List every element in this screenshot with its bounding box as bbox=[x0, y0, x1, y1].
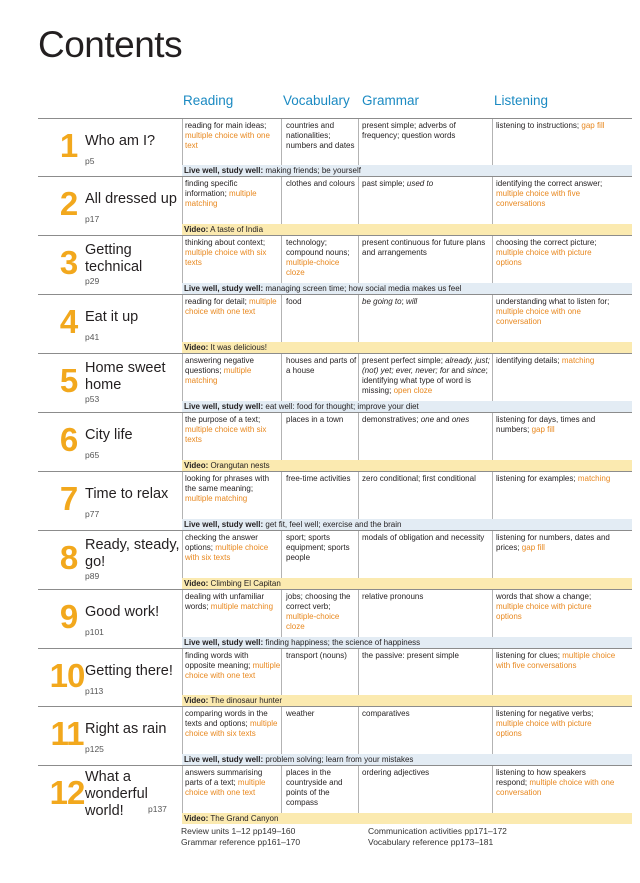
reading-text: multiple choice with six texts bbox=[185, 543, 269, 562]
video-band bbox=[182, 342, 632, 353]
reading-text: multiple matching bbox=[185, 189, 257, 208]
vocabulary-cell bbox=[286, 356, 358, 376]
footer-left bbox=[181, 826, 300, 848]
listening-cell bbox=[496, 121, 616, 131]
unit-title: What a wonderful world! bbox=[85, 769, 148, 819]
listening-text: gap fill bbox=[531, 425, 555, 434]
band-text: making friends; be yourself bbox=[263, 166, 361, 175]
grammar-cell bbox=[362, 238, 490, 258]
vocabulary-cell bbox=[286, 768, 358, 808]
live-well-band bbox=[182, 165, 632, 176]
grammar-text: present simple; adverbs of frequency; question words bbox=[362, 121, 456, 140]
unit-title: Home sweet home bbox=[85, 360, 166, 393]
grammar-text: past simple; bbox=[362, 179, 407, 188]
column-heading-vocabulary: Vocabulary bbox=[283, 93, 350, 108]
unit-title: Getting technical bbox=[85, 242, 143, 275]
grammar-cell bbox=[362, 651, 490, 661]
reading-cell bbox=[185, 592, 281, 612]
reading-cell bbox=[185, 768, 281, 798]
reading-cell bbox=[185, 415, 281, 445]
unit-page: p5 bbox=[85, 156, 95, 166]
column-divider bbox=[358, 177, 359, 224]
band-text: finding happiness; the science of happiness bbox=[263, 638, 421, 647]
reading-cell bbox=[185, 179, 281, 209]
column-divider bbox=[492, 707, 493, 754]
vocabulary-text: food bbox=[286, 297, 302, 306]
column-divider bbox=[492, 649, 493, 695]
unit-title: Who am I? bbox=[85, 133, 156, 149]
vocabulary-text: jobs; choosing the correct verb; bbox=[286, 592, 351, 611]
live-well-band bbox=[182, 283, 632, 294]
reading-text: reading for detail; bbox=[185, 297, 250, 306]
column-divider bbox=[281, 590, 282, 637]
grammar-text: be going to bbox=[362, 297, 402, 306]
vocabulary-text: free-time activities bbox=[286, 474, 351, 483]
unit-row-6 bbox=[38, 412, 632, 471]
band-text: Climbing El Capitan bbox=[208, 579, 281, 588]
page-title: Contents bbox=[38, 24, 183, 65]
column-divider bbox=[281, 766, 282, 813]
band-text: problem solving; learn from your mistakes bbox=[263, 755, 414, 764]
grammar-text: ones bbox=[451, 415, 470, 424]
live-well-band bbox=[182, 754, 632, 765]
vocabulary-text: places in a town bbox=[286, 415, 344, 424]
column-divider bbox=[358, 119, 359, 165]
vocabulary-text: multiple-choice cloze bbox=[286, 612, 340, 631]
unit-title: Ready, steady, go! bbox=[85, 537, 180, 570]
reading-text: multiple choice with one text bbox=[185, 131, 270, 150]
vocabulary-text: multiple-choice cloze bbox=[286, 258, 340, 277]
column-divider bbox=[492, 590, 493, 637]
video-band bbox=[182, 695, 632, 706]
band-text: get fit, feel well; exercise and the brain bbox=[263, 520, 402, 529]
unit-row-12 bbox=[38, 765, 632, 824]
unit-page: p101 bbox=[85, 627, 104, 637]
listening-text: matching bbox=[577, 474, 611, 483]
unit-page: p29 bbox=[85, 276, 100, 286]
reading-cell bbox=[185, 121, 281, 151]
unit-page: p65 bbox=[85, 450, 100, 460]
reading-text: thinking about context; bbox=[185, 238, 266, 247]
unit-number: 1 bbox=[59, 127, 79, 164]
listening-text: words that show a change; bbox=[496, 592, 592, 601]
column-heading-reading: Reading bbox=[183, 93, 234, 108]
column-divider bbox=[492, 295, 493, 342]
reading-cell bbox=[185, 533, 281, 563]
grammar-cell bbox=[362, 592, 490, 602]
grammar-text: and bbox=[449, 366, 467, 375]
listening-text: matching bbox=[561, 356, 595, 365]
vocabulary-text: houses and parts of a house bbox=[286, 356, 357, 375]
grammar-text: relative pronouns bbox=[362, 592, 424, 601]
unit-row-4 bbox=[38, 294, 632, 353]
unit-row-10 bbox=[38, 648, 632, 706]
live-well-band bbox=[182, 637, 632, 648]
column-divider bbox=[182, 177, 183, 224]
column-divider bbox=[358, 413, 359, 460]
column-divider bbox=[281, 119, 282, 165]
grammar-text: already, just; (not) yet; ever, never; for bbox=[362, 356, 490, 375]
listening-text: multiple choice with one conversation bbox=[496, 307, 581, 326]
listening-cell bbox=[496, 179, 616, 209]
reading-text: looking for phrases with the same meaning; bbox=[185, 474, 270, 493]
reading-text: multiple choice with six texts bbox=[185, 719, 278, 738]
grammar-text: used to bbox=[406, 179, 434, 188]
column-divider bbox=[182, 236, 183, 283]
listening-text: understanding what to listen for; bbox=[496, 297, 610, 306]
vocabulary-text: clothes and colours bbox=[286, 179, 355, 188]
column-divider bbox=[182, 649, 183, 695]
footer-communication-activities: Communication activities pp171–172 bbox=[368, 826, 507, 836]
column-divider bbox=[492, 531, 493, 578]
grammar-text: open cloze bbox=[393, 386, 433, 395]
column-divider bbox=[492, 413, 493, 460]
video-band bbox=[182, 813, 632, 824]
column-divider bbox=[492, 472, 493, 519]
column-divider bbox=[492, 177, 493, 224]
band-label: Video: bbox=[184, 461, 209, 470]
listening-text: multiple choice with picture options bbox=[496, 248, 592, 267]
column-divider bbox=[182, 707, 183, 754]
unit-row-7 bbox=[38, 471, 632, 530]
listening-text: listening for examples; bbox=[496, 474, 578, 483]
vocabulary-cell bbox=[286, 238, 358, 278]
vocabulary-text: countries and nationalities; numbers and dates bbox=[286, 121, 355, 150]
grammar-text: demonstratives; bbox=[362, 415, 421, 424]
video-band bbox=[182, 578, 632, 589]
column-divider bbox=[492, 354, 493, 401]
unit-row-9 bbox=[38, 589, 632, 648]
listening-cell bbox=[496, 297, 616, 327]
unit-number: 5 bbox=[59, 362, 79, 399]
column-divider bbox=[492, 119, 493, 165]
listening-cell bbox=[496, 415, 616, 435]
grammar-cell bbox=[362, 415, 490, 425]
band-label: Live well, study well: bbox=[184, 284, 264, 293]
column-divider bbox=[281, 472, 282, 519]
column-divider bbox=[358, 707, 359, 754]
listening-text: multiple choice with five conversations bbox=[496, 651, 616, 670]
unit-number: 7 bbox=[59, 480, 79, 517]
video-band bbox=[182, 460, 632, 471]
reading-text: multiple matching bbox=[185, 494, 248, 503]
column-divider bbox=[358, 472, 359, 519]
band-label: Video: bbox=[184, 814, 209, 823]
video-band bbox=[182, 224, 632, 235]
grammar-cell bbox=[362, 474, 490, 484]
band-label: Live well, study well: bbox=[184, 166, 264, 175]
grammar-text: will bbox=[406, 297, 418, 306]
grammar-text: and bbox=[434, 415, 452, 424]
unit-row-8 bbox=[38, 530, 632, 589]
listening-text: choosing the correct picture; bbox=[496, 238, 597, 247]
reading-cell bbox=[185, 356, 281, 386]
band-label: Live well, study well: bbox=[184, 638, 264, 647]
live-well-band bbox=[182, 519, 632, 530]
band-text: A taste of India bbox=[208, 225, 264, 234]
vocabulary-text: weather bbox=[286, 709, 315, 718]
column-divider bbox=[358, 354, 359, 401]
column-heading-grammar: Grammar bbox=[362, 93, 419, 108]
vocabulary-cell bbox=[286, 121, 358, 151]
column-divider bbox=[358, 295, 359, 342]
footer-review-units: Review units 1–12 pp149–160 bbox=[181, 826, 296, 836]
column-divider bbox=[182, 472, 183, 519]
unit-title: Eat it up bbox=[85, 309, 139, 325]
column-divider bbox=[281, 354, 282, 401]
column-divider bbox=[281, 177, 282, 224]
vocabulary-text: technology; compound nouns; bbox=[286, 238, 350, 257]
unit-page: p137 bbox=[148, 804, 167, 814]
reading-text: multiple choice with six texts bbox=[185, 425, 267, 444]
column-divider bbox=[281, 649, 282, 695]
unit-title: Getting there! bbox=[85, 663, 173, 679]
column-divider bbox=[281, 295, 282, 342]
listening-cell bbox=[496, 709, 616, 739]
grammar-cell bbox=[362, 179, 490, 189]
unit-page: p77 bbox=[85, 509, 100, 519]
grammar-text: present perfect simple; bbox=[362, 356, 446, 365]
unit-number: 9 bbox=[59, 598, 79, 635]
grammar-text: since bbox=[466, 366, 486, 375]
vocabulary-cell bbox=[286, 651, 358, 661]
unit-number: 6 bbox=[59, 421, 79, 458]
listening-text: multiple choice with picture options bbox=[496, 602, 592, 621]
unit-page: p125 bbox=[85, 744, 104, 754]
unit-title: Right as rain bbox=[85, 721, 167, 737]
grammar-text: one bbox=[420, 415, 435, 424]
band-text: The Grand Canyon bbox=[208, 814, 279, 823]
reading-text: answering negative questions; bbox=[185, 356, 254, 375]
reading-text: multiple choice with six texts bbox=[185, 248, 267, 267]
footer-right bbox=[368, 826, 507, 848]
grammar-cell bbox=[362, 121, 490, 141]
unit-title: Time to relax bbox=[85, 486, 169, 502]
reading-text: dealing with unfamiliar words; bbox=[185, 592, 265, 611]
reading-text: comparing words in the texts and options; bbox=[185, 709, 268, 728]
listening-text: listening for clues; bbox=[496, 651, 563, 660]
unit-row-5 bbox=[38, 353, 632, 412]
unit-number: 11 bbox=[50, 715, 84, 752]
unit-number: 8 bbox=[59, 539, 79, 576]
unit-number: 4 bbox=[59, 303, 79, 340]
unit-row-2 bbox=[38, 176, 632, 235]
column-divider bbox=[358, 766, 359, 813]
band-text: The dinosaur hunter bbox=[208, 696, 282, 705]
unit-number: 3 bbox=[59, 244, 79, 281]
band-label: Live well, study well: bbox=[184, 755, 264, 764]
unit-page: p41 bbox=[85, 332, 100, 342]
column-divider bbox=[182, 119, 183, 165]
grammar-text: zero conditional; first conditional bbox=[362, 474, 476, 483]
column-divider bbox=[492, 236, 493, 283]
vocabulary-cell bbox=[286, 179, 358, 189]
column-divider bbox=[281, 707, 282, 754]
column-divider bbox=[281, 531, 282, 578]
listening-text: listening to instructions; bbox=[496, 121, 582, 130]
reading-text: the purpose of a text; bbox=[185, 415, 261, 424]
vocabulary-text: transport (nouns) bbox=[286, 651, 347, 660]
listening-cell bbox=[496, 768, 616, 798]
band-text: managing screen time; how social media makes us feel bbox=[263, 284, 462, 293]
vocabulary-text: places in the countryside and points of the compass bbox=[286, 768, 343, 807]
reading-cell bbox=[185, 709, 281, 739]
listening-cell bbox=[496, 474, 616, 484]
unit-page: p113 bbox=[85, 686, 104, 696]
band-text: eat well: food for thought; improve your diet bbox=[263, 402, 419, 411]
grammar-text: the passive: present simple bbox=[362, 651, 459, 660]
unit-page: p17 bbox=[85, 214, 100, 224]
listening-text: identifying the correct answer; bbox=[496, 179, 603, 188]
reading-cell bbox=[185, 474, 281, 504]
grammar-text: modals of obligation and necessity bbox=[362, 533, 485, 542]
column-divider bbox=[182, 295, 183, 342]
grammar-text: present continuous for future plans and arrangements bbox=[362, 238, 486, 257]
listening-text: listening for days, times and numbers; bbox=[496, 415, 596, 434]
unit-row-3 bbox=[38, 235, 632, 294]
footer-grammar-reference: Grammar reference pp161–170 bbox=[181, 837, 301, 847]
unit-page: p89 bbox=[85, 571, 100, 581]
grammar-text: ; identifying what type of word is missing; bbox=[362, 366, 488, 395]
unit-number: 10 bbox=[49, 657, 85, 694]
listening-cell bbox=[496, 533, 616, 553]
reading-text: finding words with opposite meaning; bbox=[185, 651, 253, 670]
live-well-band bbox=[182, 401, 632, 412]
band-label: Video: bbox=[184, 696, 209, 705]
listening-text: gap fill bbox=[521, 543, 545, 552]
unit-number: 12 bbox=[49, 774, 85, 811]
band-label: Live well, study well: bbox=[184, 520, 264, 529]
vocabulary-cell bbox=[286, 474, 358, 484]
unit-title: City life bbox=[85, 427, 133, 443]
vocabulary-cell bbox=[286, 533, 358, 563]
unit-row-11 bbox=[38, 706, 632, 765]
unit-title: All dressed up bbox=[85, 191, 177, 207]
column-divider bbox=[358, 236, 359, 283]
reading-text: answers summarising parts of a text; bbox=[185, 768, 263, 787]
vocabulary-cell bbox=[286, 415, 358, 425]
vocabulary-cell bbox=[286, 297, 358, 307]
footer-vocabulary-reference: Vocabulary reference pp173–181 bbox=[368, 837, 494, 847]
reading-text: multiple choice with one text bbox=[185, 297, 277, 316]
band-text: Orangutan nests bbox=[208, 461, 270, 470]
reading-cell bbox=[185, 238, 281, 268]
contents-table bbox=[38, 118, 632, 824]
listening-cell bbox=[496, 356, 616, 366]
listening-cell bbox=[496, 238, 616, 268]
column-divider bbox=[358, 531, 359, 578]
grammar-text: comparatives bbox=[362, 709, 410, 718]
reading-text: checking the answer options; bbox=[185, 533, 258, 552]
column-divider bbox=[358, 590, 359, 637]
listening-text: multiple choice with picture options bbox=[496, 719, 592, 738]
grammar-cell bbox=[362, 768, 490, 778]
reading-text: multiple choice with one text bbox=[185, 778, 266, 797]
unit-title: Good work! bbox=[85, 604, 160, 620]
reading-text: multiple choice with one text bbox=[185, 661, 281, 680]
listening-text: identifying details; bbox=[496, 356, 562, 365]
reading-text: multiple matching bbox=[185, 366, 252, 385]
band-label: Video: bbox=[184, 343, 209, 352]
column-divider bbox=[281, 236, 282, 283]
band-text: It was delicious! bbox=[208, 343, 268, 352]
vocabulary-cell bbox=[286, 709, 358, 719]
listening-text: gap fill bbox=[581, 121, 605, 130]
column-divider bbox=[182, 354, 183, 401]
column-divider bbox=[182, 413, 183, 460]
band-label: Video: bbox=[184, 225, 209, 234]
column-divider bbox=[182, 531, 183, 578]
column-divider bbox=[492, 766, 493, 813]
column-divider bbox=[358, 649, 359, 695]
column-divider bbox=[182, 766, 183, 813]
grammar-text: ordering adjectives bbox=[362, 768, 430, 777]
listening-text: listening to how speakers respond; bbox=[496, 768, 586, 787]
listening-text: listening for negative verbs; bbox=[496, 709, 594, 718]
grammar-cell bbox=[362, 709, 490, 719]
listening-text: multiple choice with one conversation bbox=[496, 778, 615, 797]
listening-text: multiple choice with five conversations bbox=[496, 189, 581, 208]
vocabulary-cell bbox=[286, 592, 358, 632]
grammar-cell bbox=[362, 533, 490, 543]
grammar-text: ; bbox=[401, 297, 407, 306]
unit-row-1 bbox=[38, 118, 632, 176]
column-divider bbox=[182, 590, 183, 637]
listening-text: listening for numbers, dates and prices; bbox=[496, 533, 610, 552]
grammar-cell bbox=[362, 356, 490, 396]
listening-cell bbox=[496, 651, 616, 671]
unit-number: 2 bbox=[59, 185, 79, 222]
listening-cell bbox=[496, 592, 616, 622]
column-heading-listening: Listening bbox=[494, 93, 549, 108]
reading-cell bbox=[185, 297, 281, 317]
vocabulary-text: sport; sports equipment; sports people bbox=[286, 533, 350, 562]
reading-cell bbox=[185, 651, 281, 681]
column-divider bbox=[281, 413, 282, 460]
reading-text: reading for main ideas; bbox=[185, 121, 267, 130]
band-label: Video: bbox=[184, 579, 209, 588]
reading-text: finding specific information; bbox=[185, 179, 238, 198]
band-label: Live well, study well: bbox=[184, 402, 264, 411]
grammar-cell bbox=[362, 297, 490, 307]
unit-page: p53 bbox=[85, 394, 100, 404]
reading-text: multiple matching bbox=[210, 602, 274, 611]
